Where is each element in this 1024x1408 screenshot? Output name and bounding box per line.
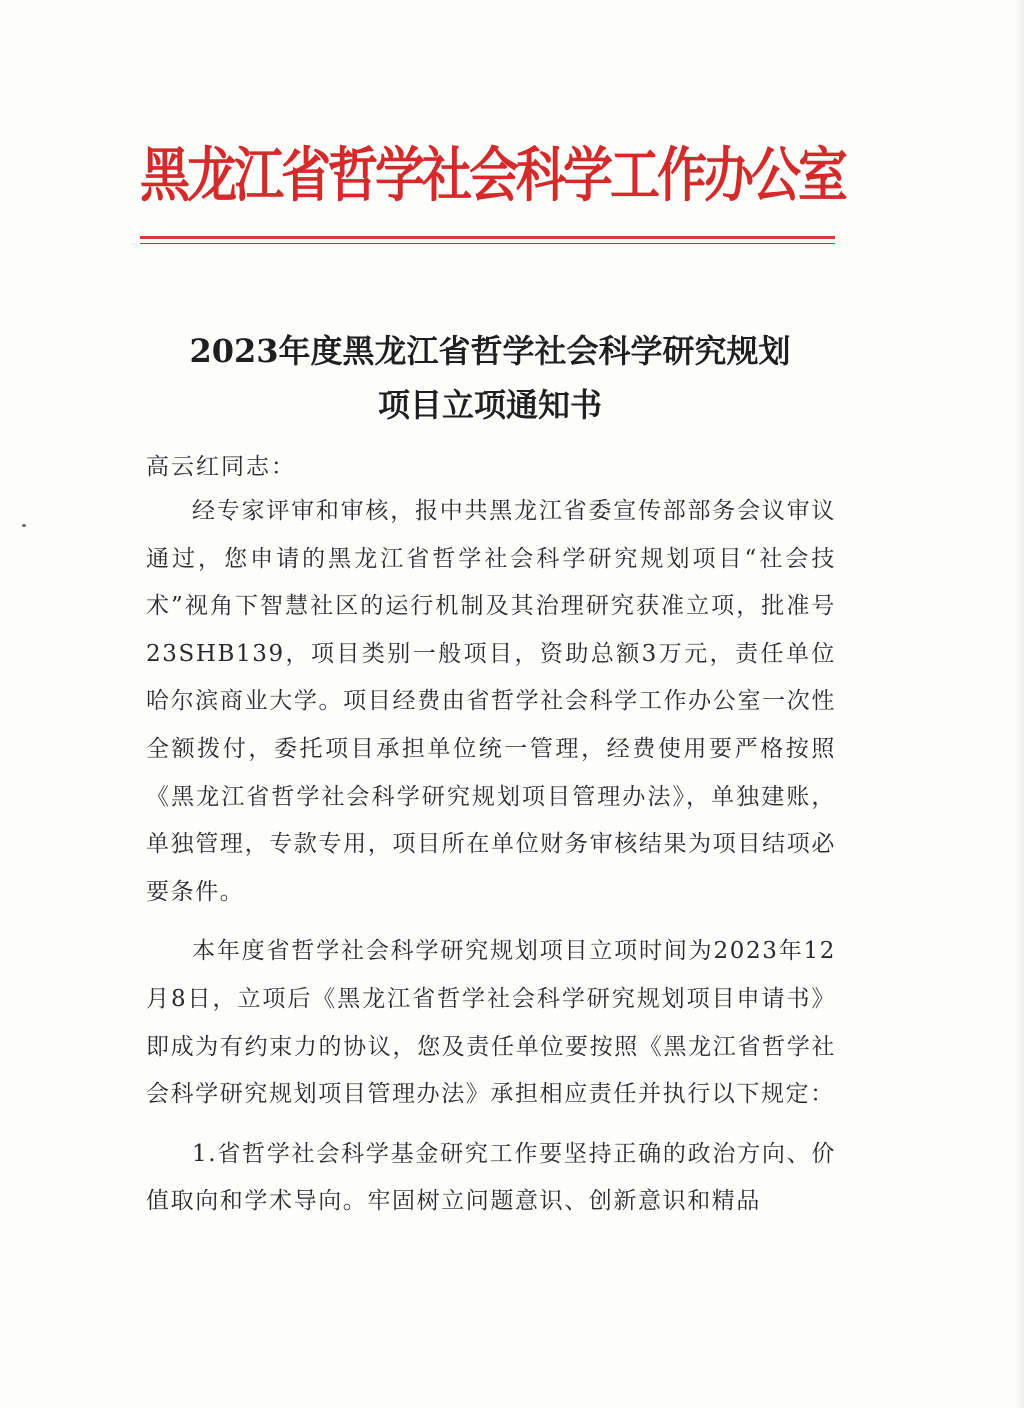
document-title-line1: 2023年度黑龙江省哲学社会科学研究规划 [189,332,791,370]
scan-speck [22,524,26,527]
scan-edge-shadow [1014,0,1024,1408]
paragraph-3: 1.省哲学社会科学基金研究工作要坚持正确的政治方向、价值取向和学术导向。牢固树立问题意识、创新意识和精品 [146,1140,836,1215]
paragraph-2: 本年度省哲学社会科学研究规划项目立项时间为2023年12月8日，立项后《黑龙江省哲学社会科学研究规划项目申请书》即成为有约束力的协议，您及责任单位要按照《黑龙江省哲学社会科学研究规划项目管理办法》承担相应责任并执行以下规定： [146,938,836,1108]
document-body [146,488,836,1226]
letterhead-rule-thin [140,243,835,244]
paragraph-1: 经专家评审和审核，报中共黑龙江省委宣传部部务会议审议通过，您申请的黑龙江省哲学社会科学研究规划项目“社会技术”视角下智慧社区的运行机制及其治理研究获准立项，批准号23SHB139，项目类别一般项目，资助总额3万元，责任单位哈尔滨商业大学。项目经费由省哲学社会科学工作办公室一次性全额拨付，委托项目承担单位统一管理，经费使用要严格按照《黑龙江省哲学社会科学研究规划项目管理办法》，单独建账，单独管理，专款专用，项目所在单位财务审核结果为项目结项必要条件。 [146,498,836,905]
salutation: 高云红同志： [146,454,296,480]
letterhead-rule-thick [140,236,835,239]
document-title-line2: 项目立项通知书 [377,386,602,424]
letterhead-title: 黑龙江省哲学社会科学工作办公室 [140,139,845,210]
